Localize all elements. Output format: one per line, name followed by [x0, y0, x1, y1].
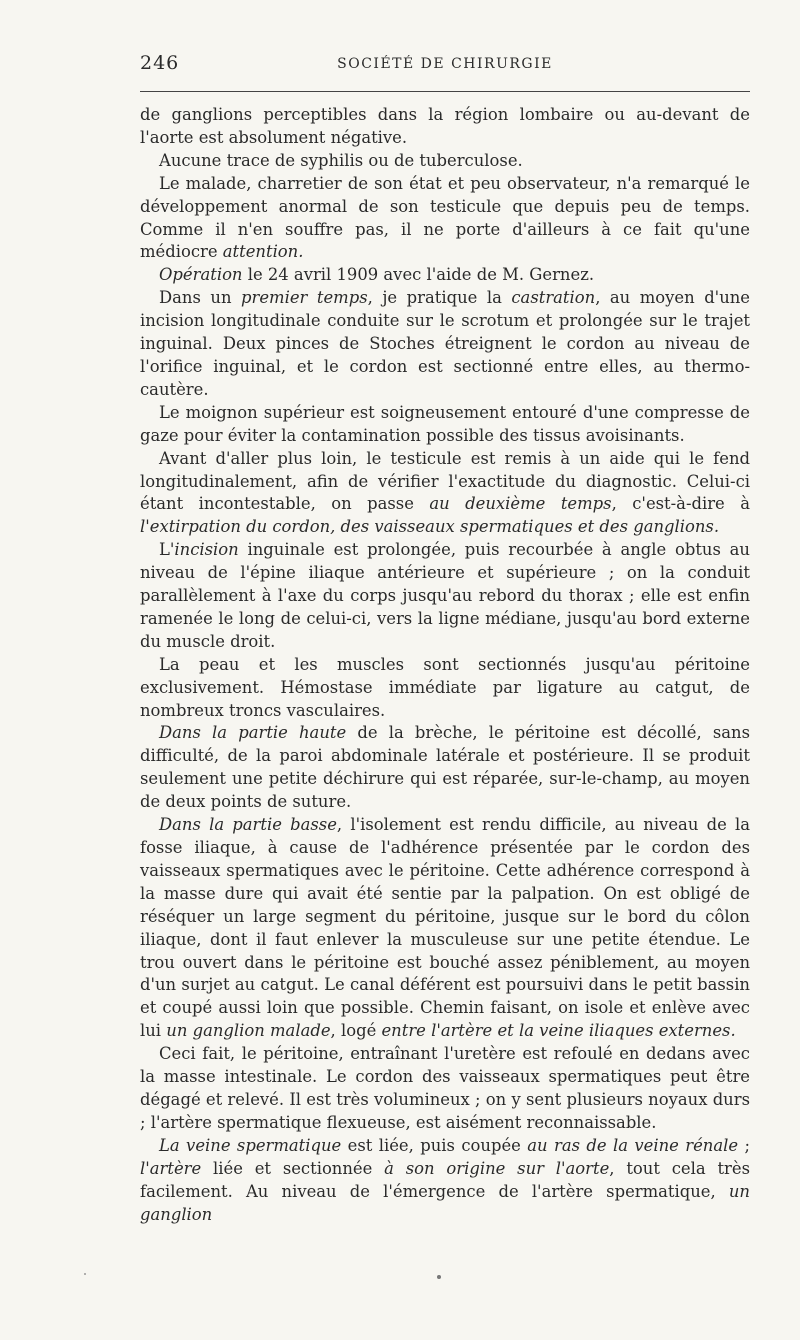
italic-text: Opération: [159, 265, 243, 285]
paragraph: [140, 814, 750, 1043]
italic-text: l'extirpation du cordon, des vaisseaux spermatiques et des ganglions.: [140, 517, 720, 537]
italic-text: premier temps: [241, 288, 368, 308]
body-text: [140, 104, 750, 1226]
text-run: le 24 avril 1909 avec l'aide de M. Gernez.: [242, 265, 595, 285]
paragraph: [140, 722, 750, 814]
text-run: , je pratique la: [367, 288, 512, 308]
text-run: Le moignon supérieur est soigneusement entouré d'une compresse de gaze pour éviter la contamination possible des tissus avoisinants.: [140, 402, 750, 445]
text-run: Dans un: [159, 288, 242, 308]
text-run: est liée, puis coupée: [341, 1135, 528, 1155]
text-run: La peau et les muscles sont sectionnés jusqu'au péritoine exclusivement. Hémostase immédiate par ligature au catgut, de nombreux troncs vasculaires.: [140, 654, 750, 720]
italic-text: Dans la partie haute: [159, 723, 347, 743]
text-run: Avant d'aller plus loin, le testicule est remis à un aide qui le fend longitudinalement, afin de vérifier l'exactitude du diagnostic. Celui-ci étant incontestable, on passe: [140, 448, 750, 514]
paragraph: [140, 1043, 750, 1135]
paragraph: [140, 173, 750, 265]
italic-text: un ganglion malade: [166, 1021, 331, 1041]
paper-speck: [84, 1273, 86, 1275]
italic-text: incision: [174, 540, 239, 560]
paragraph: [140, 402, 750, 448]
text-run: , logé: [330, 1021, 382, 1041]
text-run: de ganglions perceptibles dans la région lombaire ou au-devant de l'aorte est absolument négative.: [140, 105, 750, 147]
page-number: 246: [140, 52, 180, 74]
page-header: [140, 52, 750, 80]
paragraph: [140, 104, 750, 150]
text-run: inguinale est prolongée, puis recourbée à angle obtus au niveau de l'épine iliaque antérieure et supérieure ; on la conduit parallèlement à l'axe du corps jusqu'au rebord du thorax ; elle est enfin ramenée le long de celui-ci, vers la ligne médiane, jusqu'au bord externe du muscle droit.: [140, 540, 750, 651]
italic-text: entre l'artère et la veine iliaques externes.: [381, 1021, 736, 1041]
text-run: Ceci fait, le péritoine, entraînant l'uretère est refoulé en dedans avec la masse intestinale. Le cordon des vaisseaux spermatiques peut être dégagé et relevé. Il est très volumineux ; on y sent plusieurs noyaux durs ; l'artère spermatique flexueuse, est aisément reconnaissable.: [140, 1044, 750, 1132]
header-rule: [140, 91, 750, 92]
paragraph: [140, 539, 750, 654]
paragraph: [140, 287, 750, 402]
italic-text: castration: [511, 288, 596, 308]
italic-text: à son origine sur l'aorte: [384, 1158, 610, 1178]
text-run: , l'isolement est rendu difficile, au niveau de la fosse iliaque, à cause de l'adhérence présentée par le cordon des vaisseaux spermatiques avec le péritoine. Cette adhérence correspond à la masse dure qui avait été sentie par la palpation. On est obligé de réséquer un large segment du péritoine, jusque sur le bord du côlon iliaque, dont il faut enlever la musculeuse sur une petite étendue. Le trou ouvert dans le péritoine est bouché assez péniblement, au moyen d'un surjet au catgut. Le canal déférent est poursuivi dans le petit bassin et coupé aussi loin que possible. Chemin faisant, on isole et enlève avec lui: [140, 815, 750, 1041]
italic-text: un ganglion: [140, 1181, 750, 1224]
text-run: , c'est-à-dire à: [611, 494, 750, 514]
running-head: SOCIÉTÉ DE CHIRURGIE: [337, 56, 553, 72]
text-run: L': [159, 540, 175, 560]
italic-text: au deuxième temps: [429, 494, 612, 514]
text-run: de la brèche, le péritoine est décollé, sans difficulté, de la paroi abdominale latérale et postérieure. Il se produit seulement une petite déchirure qui est réparée, sur-le-champ, au moyen de deux points de suture.: [140, 723, 750, 812]
italic-text: l'artère: [140, 1158, 202, 1178]
text-run: Le malade, charretier de son état et peu observateur, n'a remarqué le développement anormal de son testicule que depuis peu de temps. Comme il n'en souffre pas, il ne porte d'ailleurs à ce fait qu'une médiocre: [140, 173, 750, 262]
italic-text: Dans la partie basse: [159, 815, 337, 835]
italic-text: La veine spermatique: [159, 1135, 342, 1155]
italic-text: au ras de la veine rénale: [527, 1135, 739, 1155]
text-run: liée et sectionnée: [201, 1158, 385, 1178]
italic-text: attention.: [222, 242, 304, 262]
text-run: , au moyen d'une incision longitudinale conduite sur le scrotum et prolongée sur le trajet inguinal. Deux pinces de Stoches étreignent le cordon au niveau de l'orifice inguinal, et le cordon est sectionné entre elles, au thermo-cautère.: [140, 288, 751, 399]
paragraph: [140, 150, 750, 173]
paper-speck: [437, 1275, 441, 1279]
text-run: , tout cela très facilement. Au niveau de l'émergence de l'artère spermatique,: [140, 1158, 750, 1201]
text-run: Aucune trace de syphilis ou de tuberculose.: [159, 150, 523, 170]
paragraph: [140, 264, 750, 287]
paragraph: [140, 448, 750, 540]
paragraph: [140, 1135, 750, 1227]
text-run: ;: [738, 1135, 751, 1155]
paragraph: [140, 654, 750, 723]
